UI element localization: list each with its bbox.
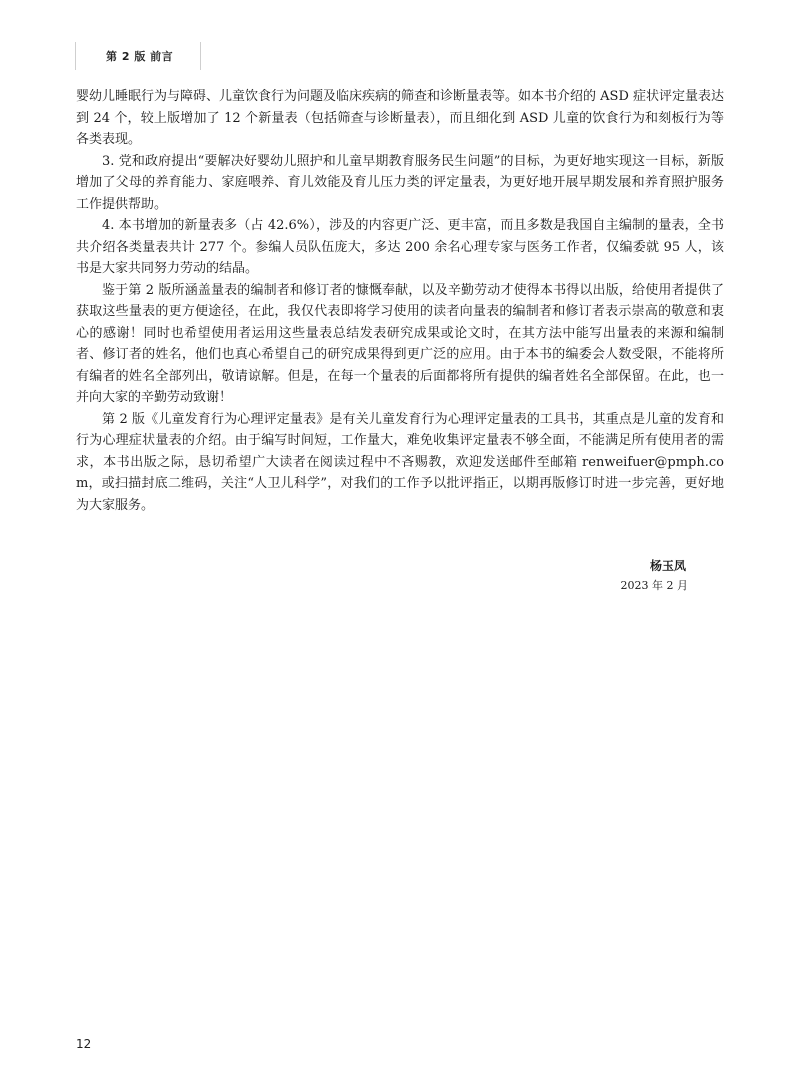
author-name: 杨玉凤 [649, 559, 686, 573]
preface-body [76, 86, 724, 516]
running-header [75, 42, 201, 70]
running-title: 第 2 版 前言 [106, 50, 174, 63]
signature-date: 2023 年 2 月 [620, 579, 688, 592]
paragraph-point-4: 4. 本书增加的新量表多（占 42.6%），涉及的内容更广泛、更丰富，而且多数是我国自主编制的量表，全书共介绍各类量表共计 277 个。参编人员队伍庞大，多达 200 余名心理专家与医务工作者，仅编委就 95 人，该书是大家共同努力劳动的结晶。 [76, 218, 724, 276]
paragraph-continuation: 婴幼儿睡眠行为与障碍、儿童饮食行为问题及临床疾病的筛查和诊断量表等。如本书介绍的 ASD 症状评定量表达到 24 个，较上版增加了 12 个新量表（包括筛查与诊断量表），而且细化到 ASD 儿童的饮食行为和刻板行为等各类表现。 [76, 89, 724, 147]
paragraph-closing: 第 2 版《儿童发育行为心理评定量表》是有关儿童发育行为心理评定量表的工具书，其重点是儿童的发育和行为心理症状量表的介绍。由于编写时间短，工作量大，难免收集评定量表不够全面，不能满足所有使用者的需求，本书出版之际，恳切希望广大读者在阅读过程中不吝赐教，欢迎发送邮件至邮箱 renweifuer@pmph.com，或扫描封底二维码，关注“人卫儿科学”，对我们的工作予以批评指正，以期再版修订时进一步完善，更好地为大家服务。 [76, 411, 724, 513]
paragraph-point-3: 3. 党和政府提出“要解决好婴幼儿照护和儿童早期教育服务民生问题”的目标，为更好地实现这一目标，新版增加了父母的养育能力、家庭喂养、育儿效能及育儿压力类的评定量表，为更好地开展早期发展和养育照护服务工作提供帮助。 [76, 153, 724, 212]
page-number: 12 [76, 1037, 92, 1051]
signature-block [621, 556, 688, 596]
paragraph-acknowledgement: 鉴于第 2 版所涵盖量表的编制者和修订者的慷慨奉献，以及辛勤劳动才使得本书得以出版，给使用者提供了获取这些量表的更方便途径，在此，我仅代表即将学习使用的读者向量表的编制者和修订者表示崇高的敬意和衷心的感谢！同时也希望使用者运用这些量表总结发表研究成果或论文时，在其方法中能写出量表的来源和编制者、修订者的姓名，他们也真心希望自己的研究成果得到更广泛的应用。由于本书的编委会人数受限，不能将所有编者的姓名全部列出，敬请谅解。但是，在每一个量表的后面都将所有提供的编者姓名全部保留。在此，也一并向大家的辛勤劳动致谢！ [76, 282, 724, 405]
